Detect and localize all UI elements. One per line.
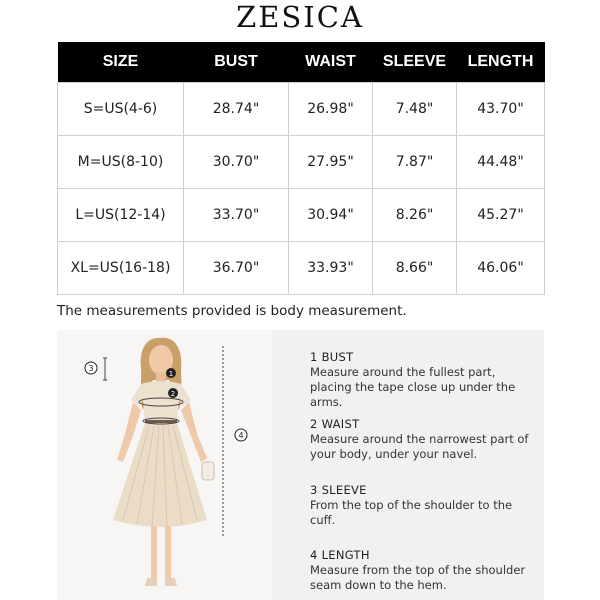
bust-marker-number: 1 bbox=[168, 370, 174, 378]
measurement-note: The measurements provided is body measurement. bbox=[57, 303, 407, 319]
cell-bust: 28.74" bbox=[184, 83, 289, 136]
cell-length: 44.48" bbox=[457, 136, 545, 189]
table-row bbox=[58, 242, 545, 295]
column-header-waist: WAIST bbox=[289, 42, 373, 83]
guide-title: 2 WAIST bbox=[310, 417, 360, 431]
column-header-length: LENGTH bbox=[457, 42, 545, 83]
model-photo-panel bbox=[57, 330, 272, 600]
cell-waist: 30.94" bbox=[289, 189, 373, 242]
guide-title: 4 LENGTH bbox=[310, 548, 370, 562]
cell-length: 43.70" bbox=[457, 83, 545, 136]
table-row bbox=[58, 83, 545, 136]
column-header-bust: BUST bbox=[184, 42, 289, 83]
column-header-sleeve: SLEEVE bbox=[373, 42, 457, 83]
model-left-leg bbox=[151, 526, 157, 578]
measurement-guide-panel bbox=[272, 330, 544, 600]
model-neck bbox=[156, 372, 166, 382]
guide-description: Measure around the fullest part, placing the tape close up under the arms. bbox=[310, 365, 516, 409]
cell-waist: 26.98" bbox=[289, 83, 373, 136]
cell-bust: 30.70" bbox=[184, 136, 289, 189]
cell-size: S=US(4-6) bbox=[58, 83, 184, 136]
guide-item-waist bbox=[310, 417, 538, 462]
cell-sleeve: 8.26" bbox=[373, 189, 457, 242]
cell-length: 45.27" bbox=[457, 189, 545, 242]
cell-length: 46.06" bbox=[457, 242, 545, 295]
table-row bbox=[58, 136, 545, 189]
model-right-leg bbox=[165, 526, 171, 578]
column-header-size: SIZE bbox=[58, 42, 184, 83]
cell-size: M=US(8-10) bbox=[58, 136, 184, 189]
guide-description: From the top of the shoulder to the cuff. bbox=[310, 498, 513, 527]
model-right-shoe bbox=[165, 578, 177, 586]
brand-logo: ZESICA bbox=[236, 0, 364, 34]
cell-size: XL=US(16-18) bbox=[58, 242, 184, 295]
cell-bust: 36.70" bbox=[184, 242, 289, 295]
model-illustration bbox=[57, 330, 272, 600]
guide-item-bust bbox=[310, 350, 538, 410]
dress-belt bbox=[145, 420, 177, 423]
cell-waist: 33.93" bbox=[289, 242, 373, 295]
sleeve-marker-number: 3 bbox=[88, 364, 94, 373]
waist-marker-number: 2 bbox=[170, 390, 176, 398]
guide-description: Measure from the top of the shoulder seam down to the hem. bbox=[310, 563, 526, 592]
cell-sleeve: 7.48" bbox=[373, 83, 457, 136]
guide-item-sleeve bbox=[310, 483, 538, 528]
guide-description: Measure around the narrowest part of your body, under your navel. bbox=[310, 432, 529, 461]
cell-size: L=US(12-14) bbox=[58, 189, 184, 242]
cell-waist: 27.95" bbox=[289, 136, 373, 189]
cell-sleeve: 8.66" bbox=[373, 242, 457, 295]
model-left-shoe bbox=[145, 578, 157, 586]
table-row bbox=[58, 189, 545, 242]
handbag bbox=[202, 462, 214, 480]
length-marker-number: 4 bbox=[238, 431, 244, 440]
guide-title: 3 SLEEVE bbox=[310, 483, 367, 497]
cell-bust: 33.70" bbox=[184, 189, 289, 242]
size-chart-table bbox=[57, 42, 545, 295]
table-header-row bbox=[58, 42, 545, 83]
cell-sleeve: 7.87" bbox=[373, 136, 457, 189]
guide-title: 1 BUST bbox=[310, 350, 354, 364]
guide-item-length bbox=[310, 548, 538, 593]
